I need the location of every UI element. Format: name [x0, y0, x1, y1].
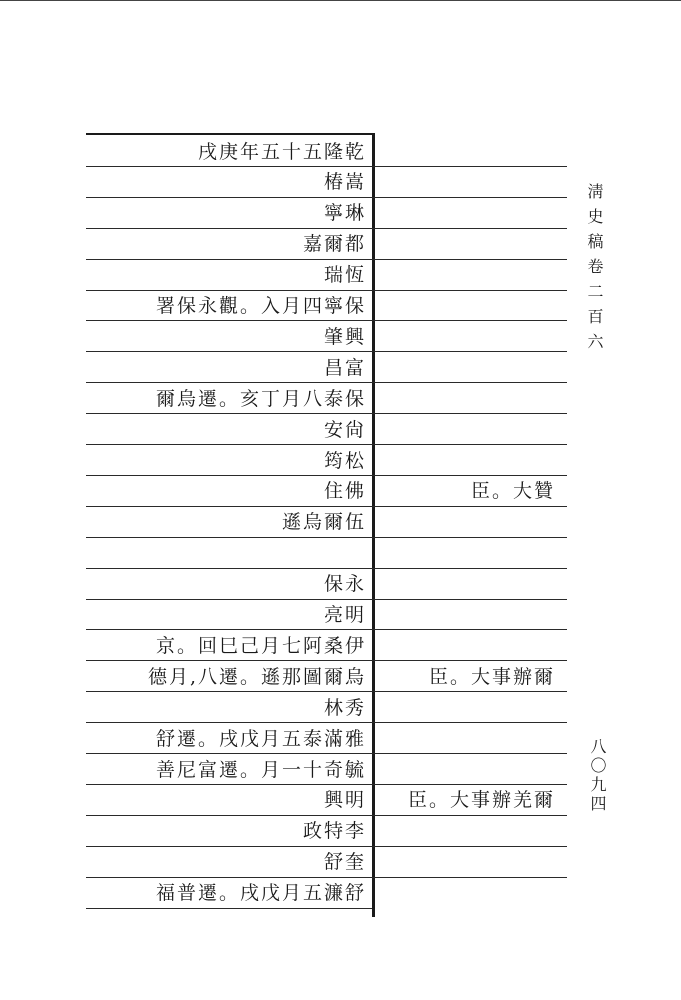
table-row — [86, 290, 567, 320]
left-cell: 安尙 — [323, 418, 366, 441]
left-cell: 善尼富遷。月一十奇毓 — [155, 758, 366, 781]
table-row — [86, 537, 567, 567]
right-cell — [381, 228, 567, 258]
left-cell: 舒奎 — [323, 851, 366, 874]
right-cell — [381, 382, 567, 412]
left-cell: 政特李 — [302, 820, 366, 843]
left-cell: 戌庚年五十五隆乾 — [197, 140, 366, 163]
table-row — [86, 475, 567, 505]
left-cell: 肇興 — [323, 325, 366, 348]
right-cell — [381, 444, 567, 474]
table-row — [86, 629, 567, 659]
left-cell: 椿嵩 — [323, 171, 366, 194]
right-cell — [381, 166, 567, 196]
table-row — [86, 259, 567, 289]
right-cell — [381, 351, 567, 381]
left-cell: 興明 — [323, 789, 366, 812]
table-row — [86, 413, 567, 443]
left-cell: 京。回巳己月七阿桑伊 — [155, 634, 366, 657]
table-row — [86, 846, 567, 876]
left-cell: 嘉爾都 — [302, 233, 366, 256]
left-cell: 德月,八遷。遜那圖爾烏 — [147, 665, 366, 688]
right-cell — [381, 629, 567, 659]
right-cell — [381, 568, 567, 598]
page-top-border — [0, 0, 681, 1]
right-cell — [381, 197, 567, 227]
table-row — [86, 135, 567, 165]
left-cell: 瑞恆 — [323, 264, 366, 287]
left-cell: 亮明 — [323, 604, 366, 626]
right-cell — [381, 290, 567, 320]
table-row — [86, 877, 567, 907]
running-title: 淸史稿卷二百六 — [585, 183, 604, 358]
left-cell — [86, 537, 366, 567]
page-number: 八〇九四 — [588, 738, 607, 814]
right-cell — [381, 815, 567, 845]
right-cell: 臣。大事辦爾 — [428, 665, 555, 688]
right-cell — [381, 537, 567, 567]
right-cell — [381, 599, 567, 629]
left-cell: 遜烏爾伍 — [281, 511, 366, 534]
table-row — [86, 660, 567, 690]
table-row — [86, 444, 567, 474]
right-cell — [381, 753, 567, 783]
table-row — [86, 815, 567, 845]
table-row — [86, 784, 567, 814]
right-cell: 臣。大贊 — [470, 480, 555, 503]
table-row — [86, 197, 567, 227]
right-cell: 臣。大事辦羌爾 — [407, 789, 555, 812]
table-row — [86, 320, 567, 350]
table-row — [86, 382, 567, 412]
right-cell — [381, 259, 567, 289]
right-cell — [381, 413, 567, 443]
left-cell: 保永 — [323, 573, 366, 596]
table-row — [86, 599, 567, 629]
table-row — [86, 228, 567, 258]
right-cell — [381, 846, 567, 876]
left-cell: 寧琳 — [323, 202, 366, 225]
table-row — [86, 691, 567, 721]
row-rule — [86, 908, 372, 909]
right-cell — [381, 320, 567, 350]
left-cell: 爾烏遷。亥丁月八泰保 — [155, 387, 366, 410]
left-cell: 署保永觀。入月四寧保 — [155, 295, 366, 317]
table-row — [86, 753, 567, 783]
official-table — [86, 133, 567, 917]
table-row — [86, 351, 567, 381]
left-cell: 住佛 — [323, 480, 366, 503]
left-cell: 林秀 — [323, 696, 366, 719]
right-cell — [381, 877, 567, 907]
right-cell — [381, 135, 567, 165]
left-cell: 昌富 — [323, 356, 366, 379]
table-row — [86, 722, 567, 752]
table-row — [86, 568, 567, 598]
right-cell — [381, 506, 567, 536]
left-cell: 福普遷。戌戊月五濂舒 — [155, 882, 366, 905]
table-row — [86, 506, 567, 536]
table-row — [86, 166, 567, 196]
left-cell: 筠松 — [323, 449, 366, 472]
right-cell — [381, 722, 567, 752]
left-cell: 舒遷。戌戊月五泰滿雅 — [155, 727, 366, 750]
right-cell — [381, 691, 567, 721]
